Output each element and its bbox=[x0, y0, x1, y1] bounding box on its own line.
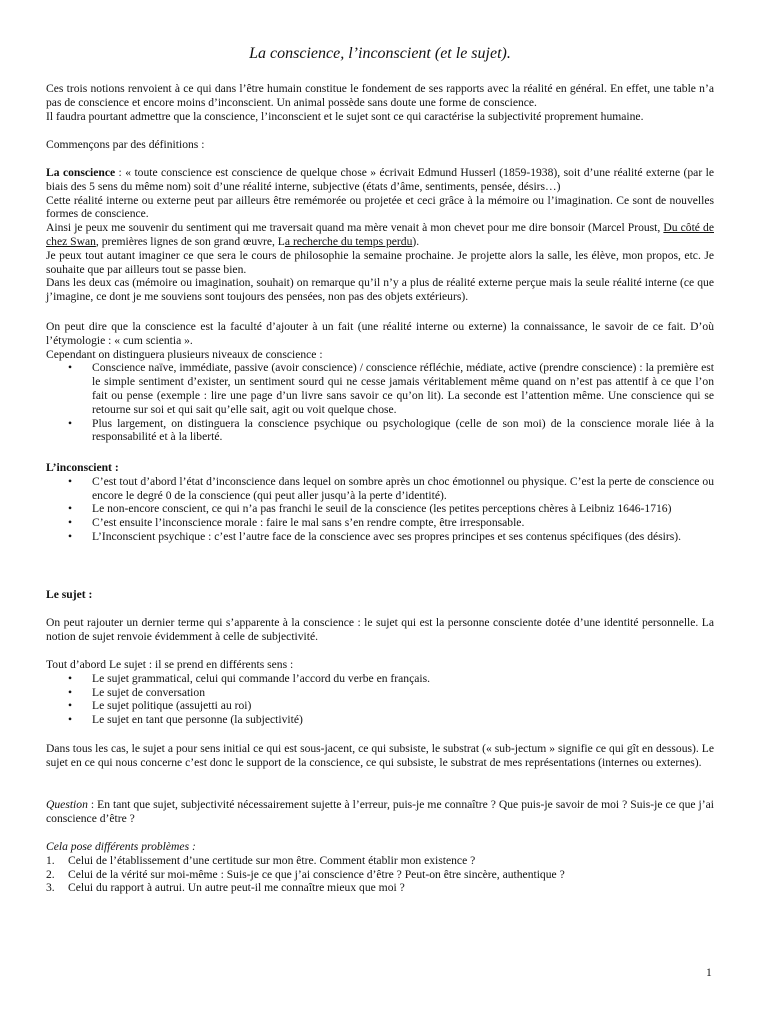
conscience-heading: La conscience bbox=[46, 166, 116, 179]
sujet-paragraph-3: Dans tous les cas, le sujet a pour sens initial ce qui est sous-jacent, ce qui subsiste, le substrat (« sub-jectum » signifie ce qui gît en dessous). Le sujet en ce qui nous concerne c’est donc le support de la conscience, ce qui subsiste, le substrat de mes représentations (internes ou externes). bbox=[46, 742, 714, 769]
sujet-paragraph-1: On peut rajouter un dernier terme qui s’apparente à la conscience : le sujet qui est la personne consciente dotée d’une identité personnelle. La notion de sujet renvoie évidemment à celle de subjectivité. bbox=[46, 616, 714, 643]
conscience-text-1: : « toute conscience est conscience de quelque chose » écrivait Edmund Husserl (1859-1938), soit d’une réalité externe (par le biais des 5 sens du même nom) soit d’une réalité interne, subjective (états d’âme, sentiments, pensée, désirs…) bbox=[46, 166, 714, 193]
inconscient-heading: L’inconscient : bbox=[46, 461, 119, 474]
list-item: • Le sujet de conversation bbox=[46, 686, 714, 700]
list-text: Celui du rapport à autrui. Un autre peut-il me connaître mieux que moi ? bbox=[68, 881, 405, 895]
list-number: 3. bbox=[46, 881, 55, 895]
conscience-text-3a: Ainsi je peux me souvenir du sentiment qui me traversait quand ma mère venait à mon chevet pour me dire bonsoir (Marcel Proust, bbox=[46, 221, 664, 235]
page-number: 1 bbox=[706, 966, 712, 979]
list-item: • Le sujet politique (assujetti au roi) bbox=[46, 699, 714, 713]
conscience-paragraph-5: Dans les deux cas (mémoire ou imagination, souhait) on remarque qu’il n’y a plus de réalité externe perçue mais la seule réalité interne (ce que j’imagine, ce dont je me souviens sont toujours des pensées, non pas des objets extérieurs). bbox=[46, 276, 714, 304]
sujet-heading: Le sujet : bbox=[46, 588, 93, 601]
problems-section bbox=[46, 840, 714, 895]
conscience-paragraph-1 bbox=[46, 166, 714, 194]
list-item bbox=[46, 881, 714, 895]
list-item: • Conscience naïve, immédiate, passive (avoir conscience) / conscience réfléchie, médiate, active (prendre conscience) : la première est le simple sentiment d’exister, un sentiment sourd qui ne cesse jamais véritablement même quand on n’est pas attentif à ce que l’on fait ou pense (exemple : lire une page d’un livre sans savoir ce qu’on lit). La seconde est l’attention même. Une conscience qui se retourne sur soi et qui sait qu’elle sait, agit ou voit quelque chose. bbox=[46, 361, 714, 416]
list-item bbox=[46, 868, 714, 882]
conscience-levels-list bbox=[46, 361, 714, 444]
conscience-paragraph-3 bbox=[46, 221, 714, 249]
conscience-paragraph-7: Cependant on distinguera plusieurs niveaux de conscience : bbox=[46, 347, 323, 361]
conscience-paragraph-4: Je peux tout autant imaginer ce que sera le cours de philosophie la semaine prochaine. Je projette alors la salle, les élève, mon propos, etc. Je souhaite que par ailleurs tout se passe bien. bbox=[46, 248, 714, 276]
sujet-paragraph-2: Tout d’abord Le sujet : il se prend en différents sens : bbox=[46, 658, 294, 671]
list-item: • Le sujet en tant que personne (la subjectivité) bbox=[46, 713, 714, 727]
conscience-text-3b: , premières lignes de son grand œuvre, L bbox=[95, 234, 285, 248]
list-number: 2. bbox=[46, 867, 55, 881]
sujet-senses-list bbox=[46, 672, 714, 727]
conscience-text-3c: ). bbox=[412, 234, 420, 248]
section-inconscient bbox=[46, 461, 714, 544]
question-text: : En tant que sujet, subjectivité nécessairement sujette à l’erreur, puis-je me connaître ? Que puis-je savoir de moi ? Suis-je ce que j’ai conscience d’être ? bbox=[46, 798, 714, 825]
list-item: • Plus largement, on distinguera la conscience psychique ou psychologique (celle de son moi) de la conscience morale liée à la responsabilité et à la liberté. bbox=[46, 417, 714, 445]
conscience-paragraph-6: On peut dire que la conscience est la faculté d’ajouter à un fait (une réalité interne ou externe) la connaissance, le savoir de ce fait. D’où l’étymologie : « cum scientia ». bbox=[46, 320, 714, 347]
list-item: • Le non-encore conscient, ce qui n’a pas franchi le seuil de la conscience (les petites perceptions chères à Leibniz 1646-1716) bbox=[46, 502, 714, 516]
list-item: • C’est ensuite l’inconscience morale : faire le mal sans s’en rendre compte, être irresponsable. bbox=[46, 516, 714, 530]
page-title: La conscience, l’inconscient (et le sujet). bbox=[249, 45, 511, 62]
list-item bbox=[46, 854, 714, 868]
conscience-definition bbox=[46, 320, 714, 444]
list-number: 1. bbox=[46, 853, 55, 867]
definitions-intro: Commençons par des définitions : bbox=[46, 138, 205, 151]
recherche-title-link: a recherche du temps perdu bbox=[284, 234, 413, 248]
question-label: Question bbox=[46, 798, 88, 811]
problems-heading: Cela pose différents problèmes : bbox=[46, 840, 196, 853]
list-item: • C’est tout d’abord l’état d’inconscience dans lequel on sombre après un choc émotionnel ou physique. C’est la perte de conscience ou encore le degré 0 de la conscience (qui peut aller jusqu’à la perte d’identité). bbox=[46, 475, 714, 503]
conscience-paragraph-2: Cette réalité interne ou externe peut par ailleurs être remémorée ou projetée et ceci grâce à la mémoire ou l’imagination. Ce sont de nouvelles formes de conscience. bbox=[46, 193, 714, 221]
question-paragraph bbox=[46, 798, 714, 826]
intro-text-2: Il faudra pourtant admettre que la conscience, l’inconscient et le sujet sont ce qui caractérise la subjectivité proprement humaine. bbox=[46, 109, 644, 123]
list-item: • Le sujet grammatical, celui qui commande l’accord du verbe en français. bbox=[46, 672, 714, 686]
proust-title-link: Du côté de chez Swan bbox=[46, 221, 714, 248]
list-text: Celui de la vérité sur moi-même : Suis-je ce que j’ai conscience d’être ? Peut-on être sincère, authentique ? bbox=[68, 867, 565, 881]
list-text: Celui de l’établissement d’une certitude sur mon être. Comment établir mon existence ? bbox=[68, 853, 476, 867]
section-conscience bbox=[46, 166, 714, 304]
intro-text-1: Ces trois notions renvoient à ce qui dans l’être humain constitue le fondement de ses rapports avec la réalité en général. En effet, une table n’a pas de conscience et encore moins d’inconscient. Un animal possède sans doute une forme de conscience. bbox=[46, 82, 714, 109]
problems-list bbox=[46, 854, 714, 895]
list-item: • L’Inconscient psychique : c’est l’autre face de la conscience avec ses propres principes et ses contenus spécifiques (des désirs). bbox=[46, 530, 714, 544]
intro-paragraph bbox=[46, 82, 714, 123]
inconscient-list bbox=[46, 475, 714, 544]
sujet-senses bbox=[46, 658, 714, 727]
